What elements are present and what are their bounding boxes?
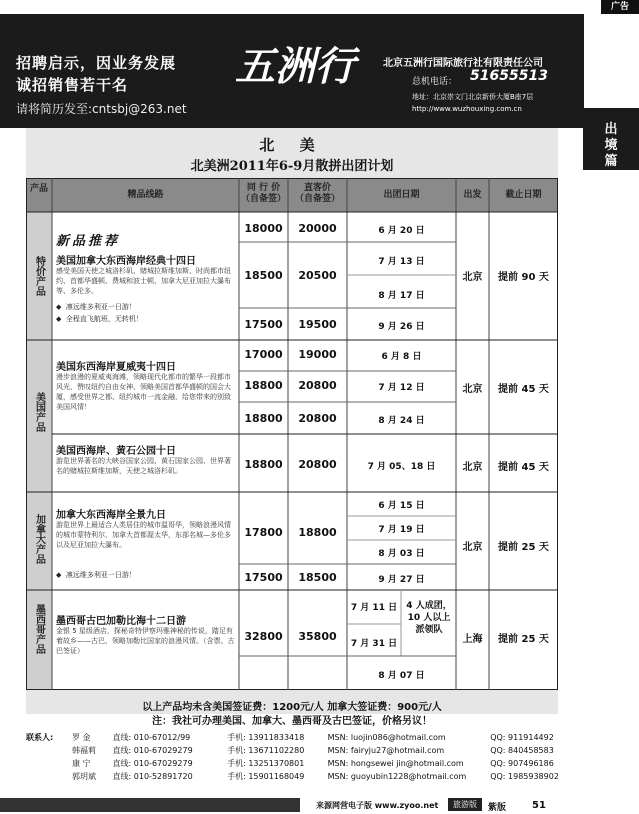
route-4-title[interactable]: 加拿大东西海岸全景九日 (56, 510, 166, 521)
new-recommend-label: 新品推荐 (56, 234, 121, 249)
page-subtitle: 北美洲2011年6-9月散拼出团计划 (190, 159, 394, 174)
route-1-note-2-text: 全程直飞航班，无转机！ (65, 315, 143, 323)
route-4-direct-1: 18800 (298, 526, 337, 539)
route-4-city: 北京 (462, 542, 483, 553)
col-header-product: 产品 (29, 184, 48, 194)
route-1-direct-1: 20000 (298, 222, 337, 235)
hiring-email[interactable]: 请将简历发至:cntsbj@263.net (16, 102, 187, 116)
route-2-peer-1: 17000 (244, 348, 283, 361)
contact-msn[interactable]: MSN: luojin086@hotmail.com (327, 733, 446, 742)
bottom-badge: 旅游版 (448, 798, 482, 811)
route-3-direct: 20800 (298, 458, 337, 471)
route-2-direct-3: 20800 (298, 412, 337, 425)
route-2-date-2: 7 月 12 日 (378, 383, 425, 393)
cat-special-label: 特价产品 (33, 256, 45, 296)
route-5-direct: 35800 (298, 630, 337, 643)
route-2-direct-2: 20800 (298, 379, 337, 392)
route-2-date-3: 8 月 24 日 (378, 416, 425, 426)
route-4-date-2: 7 月 19 日 (378, 525, 425, 535)
contact-msn[interactable]: MSN: hongsewei jin@hotmail.com (327, 759, 464, 768)
route-3-peer: 18800 (244, 458, 283, 471)
tel-number[interactable]: 51655513 (470, 68, 548, 84)
contact-msn[interactable]: MSN: guoyubin1228@hotmail.com (327, 772, 467, 781)
section-tab-char-3: 篇 (604, 154, 618, 169)
contact-row (72, 758, 554, 769)
contact-phone[interactable]: 直线: 010-67029279 (112, 759, 193, 768)
route-2-title[interactable]: 美国东西海岸夏威夷十四日 (56, 362, 176, 373)
bottom-site[interactable]: 来源网营电子版 www.zyoo.net (316, 801, 439, 810)
hiring-line-2: 诚招销售若干名 (16, 76, 129, 94)
company-url[interactable]: http://www.wuzhouxing.com.cn (412, 105, 522, 113)
route-3-city: 北京 (462, 462, 483, 473)
route-2-city: 北京 (462, 384, 483, 395)
cat-mexico-label: 墨西哥产品 (33, 604, 45, 654)
contact-phone[interactable]: 直线: 010-67029279 (112, 746, 193, 755)
col-header-date: 出团日期 (383, 190, 420, 200)
contact-qq[interactable]: QQ: 1985938902 (490, 772, 559, 781)
cat-special (28, 256, 50, 300)
route-3-title[interactable]: 美国西海岸、黄石公园十日 (56, 446, 176, 457)
route-2-peer-3: 18800 (244, 412, 283, 425)
route-5-date-2: 7 月 31 日 (350, 639, 398, 649)
hiring-line-1: 招聘启示，因业务发展 (16, 54, 177, 72)
logo-text: 五洲行 (235, 43, 355, 90)
company-logo (220, 36, 370, 94)
col-header-depart: 出发 (463, 190, 482, 200)
route-2-direct-1: 19000 (298, 348, 337, 361)
route-2-desc: 漫步浪漫的夏威夷海滩，领略现代化都市的繁华一段都市风光，赞叹纽约自由女神、领略美国首都华盛顿的国会大厦，感受世界之都、纽约城市一流金融，给您带来的别致美国风情！ (56, 373, 231, 411)
route-2-peer-2: 18800 (244, 379, 283, 392)
tour-table (26, 178, 558, 690)
section-tab-char-2: 境 (604, 138, 618, 153)
contact-name: 罗 金 (72, 733, 91, 742)
cat-canada-label: 加拿大产品 (33, 514, 45, 564)
route-1-direct-3: 19500 (298, 318, 337, 331)
cat-us-label: 美国产品 (33, 392, 45, 432)
contact-mobile[interactable]: 手机: 13671102280 (227, 746, 305, 755)
contact-name: 韩福莉 (72, 746, 96, 755)
cat-us (28, 392, 50, 436)
route-3-date: 7 月 05、18 日 (367, 462, 436, 472)
route-1-date-2: 7 月 13 日 (378, 257, 425, 267)
company-address: 地址：北京崇文门北京新侨大厦B座7层 (412, 93, 534, 101)
bottom-decor-strip (0, 798, 300, 812)
visa-fee-note: 以上产品均未含美国签证费：1200元/人 加拿大签证费：900元/人 (142, 702, 442, 713)
visa-service-note: 注：我社可办理美国、加拿大、墨西哥及古巴签证，价格另议！ (152, 716, 432, 727)
ad-tag: 广告 (601, 0, 639, 14)
contact-mobile[interactable]: 手机: 13251370801 (227, 759, 305, 768)
route-4-desc: 游览世界上最适合人类居住的城市温哥华，领略浪漫风情的城市蒙特利尔，加拿大首都渥太华，东部名城—多伦多以及尼亚加拉大瀑布。 (56, 521, 231, 549)
route-1-city: 北京 (462, 272, 483, 283)
route-5-deadline: 提前 25 天 (498, 634, 549, 645)
route-3-deadline: 提前 45 天 (498, 462, 549, 473)
contact-row (72, 771, 559, 782)
contact-phone[interactable]: 直线: 010-67012/99 (112, 733, 191, 742)
contact-name: 康 宁 (72, 759, 91, 768)
route-5-desc: 金银 5 星级酒店，探秘奇特伊察玛雅神秘的传说，踏足有着故乡——古巴，领略加勒比国家的浪漫风情。（含票、古巴签证） (56, 627, 235, 655)
route-5-city: 上海 (462, 634, 483, 645)
section-tab (583, 108, 639, 170)
route-1-peer-2: 18500 (244, 269, 283, 282)
route-1-date-3: 8 月 17 日 (378, 291, 425, 301)
route-1-date-4: 9 月 26 日 (378, 322, 425, 332)
route-4-date-4: 9 月 27 日 (378, 575, 425, 585)
route-1-desc: 感受美国天使之城洛杉矶、赌城拉斯维加斯、时尚都市纽约、首都华盛顿、费城和波士顿、加拿大尼亚加拉大瀑布等、多伦多。 (56, 267, 231, 295)
route-5-date-1: 7 月 11 日 (350, 603, 398, 613)
route-4-peer-2: 17500 (244, 571, 283, 584)
contact-row (72, 745, 554, 756)
contact-qq[interactable]: QQ: 840458583 (490, 746, 554, 755)
cat-canada (28, 514, 50, 568)
route-1-title[interactable]: 美国加拿大东西海岸经典十四日 (56, 256, 196, 267)
cat-mexico (28, 604, 50, 658)
route-4-direct-2: 18500 (298, 571, 337, 584)
route-1-note-2: ◆ 全程直飞航班，无转机！ (56, 315, 143, 323)
route-4-peer-1: 17800 (244, 526, 283, 539)
route-4-deadline: 提前 25 天 (498, 542, 549, 553)
route-5-group-note: 4 人成团，10 人以上派领队 (406, 601, 452, 635)
route-5-date-3: 8 月 07 日 (378, 671, 425, 681)
page-number: 51 (532, 800, 546, 811)
route-1-note-1-text: 凛远维多利亚一日游！ (65, 303, 136, 311)
contact-msn[interactable]: MSN: fairyju27@hotmail.com (327, 746, 445, 755)
contact-phone[interactable]: 直线: 010-52891720 (112, 772, 193, 781)
contact-name: 郭玥斌 (72, 772, 96, 781)
route-1-peer-3: 17500 (244, 318, 283, 331)
route-1-peer-1: 18000 (244, 222, 283, 235)
route-2-deadline: 提前 45 天 (498, 384, 549, 395)
bottom-edition: 紫版 (488, 803, 507, 813)
page-title: 北 美 (259, 136, 325, 154)
contact-mobile[interactable]: 手机: 15901168049 (227, 772, 305, 781)
contact-qq[interactable]: QQ: 907496186 (490, 759, 554, 768)
route-4-date-1: 6 月 15 日 (378, 501, 425, 511)
section-tab-char-1: 出 (604, 122, 618, 137)
contact-mobile[interactable]: 手机: 13911833418 (227, 733, 305, 742)
route-4-note-1: ◆ 凛远维多利亚一日游！ (56, 571, 136, 579)
col-header-route: 精品线路 (127, 190, 164, 200)
col-header-peer-price: 同 行 价 （自备签） (240, 183, 286, 204)
route-1-note-1: ◆ 凛远维多利亚一日游！ (56, 303, 136, 311)
contact-qq[interactable]: QQ: 911914492 (490, 733, 554, 742)
route-1-direct-2: 20500 (298, 269, 337, 282)
col-header-deadline: 截止日期 (505, 190, 542, 200)
contacts-label: 联系人: (26, 733, 54, 742)
route-1-deadline: 提前 90 天 (498, 272, 549, 283)
route-5-peer: 32800 (244, 630, 283, 643)
route-5-title[interactable]: 墨西哥古巴加勒比海十二日游 (56, 616, 186, 627)
col-header-direct-price: 直客价 （自备签） (294, 183, 340, 204)
route-2-date-1: 6 月 8 日 (381, 352, 422, 362)
contact-row (72, 732, 554, 743)
tel-label: 总机电话： (412, 77, 458, 87)
route-3-desc: 游览世界著名的大峡谷国家公园、黄石国家公园、世界著名的赌城拉斯维加斯，天使之城洛杉矶。 (56, 457, 231, 475)
company-name: 北京五洲行国际旅行社有限责任公司 (383, 58, 543, 69)
route-4-note-1-text: 凛远维多利亚一日游！ (65, 571, 136, 579)
route-4-date-3: 8 月 03 日 (378, 549, 425, 559)
route-1-date-1: 6 月 20 日 (378, 226, 425, 236)
